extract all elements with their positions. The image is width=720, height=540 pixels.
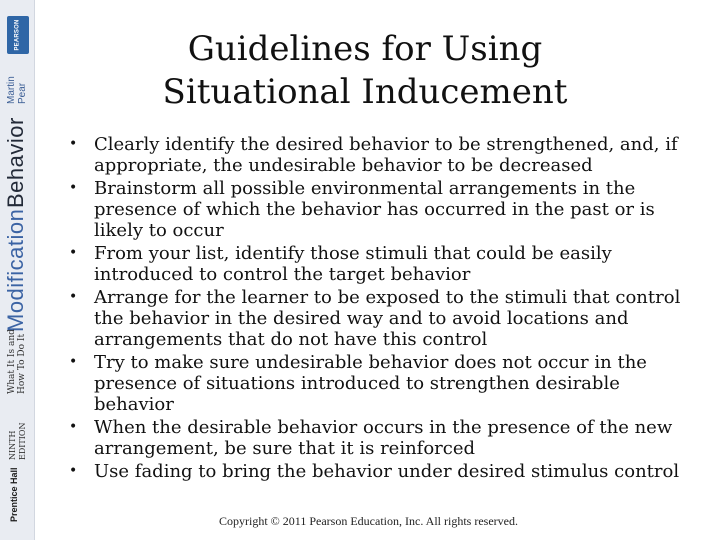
copyright-footer: Copyright © 2011 Pearson Education, Inc. All rights reserved. <box>219 514 518 528</box>
bullet-dot: • <box>69 289 78 305</box>
author-line-2: Pear <box>17 82 28 104</box>
edition-line-1: NINTH <box>8 430 17 460</box>
bullet-dot: • <box>69 245 78 261</box>
bullet-dot: • <box>69 354 78 370</box>
bullet-dot: • <box>69 180 78 196</box>
guideline-text: Brainstorm all possible environmental arrangements in the presence of which the behavior has occurred in the past or is likely to occur <box>94 178 655 241</box>
subtitle-line-2: How To Do It <box>17 333 27 394</box>
guideline-item <box>66 352 696 415</box>
guideline-item <box>66 287 696 350</box>
guideline-text: When the desirable behavior occurs in the presence of the new arrangement, be sure that it is reinforced <box>94 417 673 459</box>
author-line-1: Martin <box>6 76 17 104</box>
slide-title-line-1: Guidelines for Using <box>187 29 543 69</box>
guideline-item <box>66 178 696 241</box>
edition-line-2: EDITION <box>18 422 27 460</box>
subtitle-line-1: What It Is and <box>7 329 17 394</box>
guideline-text: Use fading to bring the behavior under desired stimulus control <box>94 461 680 482</box>
book-cover-sidebar <box>0 0 35 540</box>
guideline-item <box>66 243 696 285</box>
guideline-item <box>66 461 696 482</box>
slide-title-line-2: Situational Inducement <box>162 72 568 112</box>
guideline-text: Clearly identify the desired behavior to be strengthened, and, if appropriate, the undesirable behavior to be decreased <box>94 134 678 176</box>
author-names <box>6 76 28 104</box>
pearson-logo-text: PEARSON <box>15 19 22 51</box>
bullet-dot: • <box>69 419 78 435</box>
guideline-text: Try to make sure undesirable behavior does not occur in the presence of situations introduced to strengthen desirable behavior <box>94 352 647 415</box>
guideline-text: From your list, identify those stimuli that could be easily introduced to control the target behavior <box>94 243 612 285</box>
book-edition <box>8 423 28 460</box>
bullet-dot: • <box>69 136 78 152</box>
publisher-name: Prentice Hall <box>9 467 19 522</box>
pearson-logo <box>7 16 29 54</box>
guideline-list <box>66 134 696 484</box>
slide-title <box>150 28 580 114</box>
guideline-item <box>66 417 696 459</box>
bullet-dot: • <box>69 463 78 479</box>
book-subtitle <box>7 329 27 394</box>
guideline-text: Arrange for the learner to be exposed to the stimuli that control the behavior in the desired way and to avoid locations and arrangements that do not have this control <box>94 287 681 350</box>
guideline-item <box>66 134 696 176</box>
book-title-behavior: Behavior <box>3 117 28 208</box>
book-title-modification: Modification <box>3 208 28 332</box>
